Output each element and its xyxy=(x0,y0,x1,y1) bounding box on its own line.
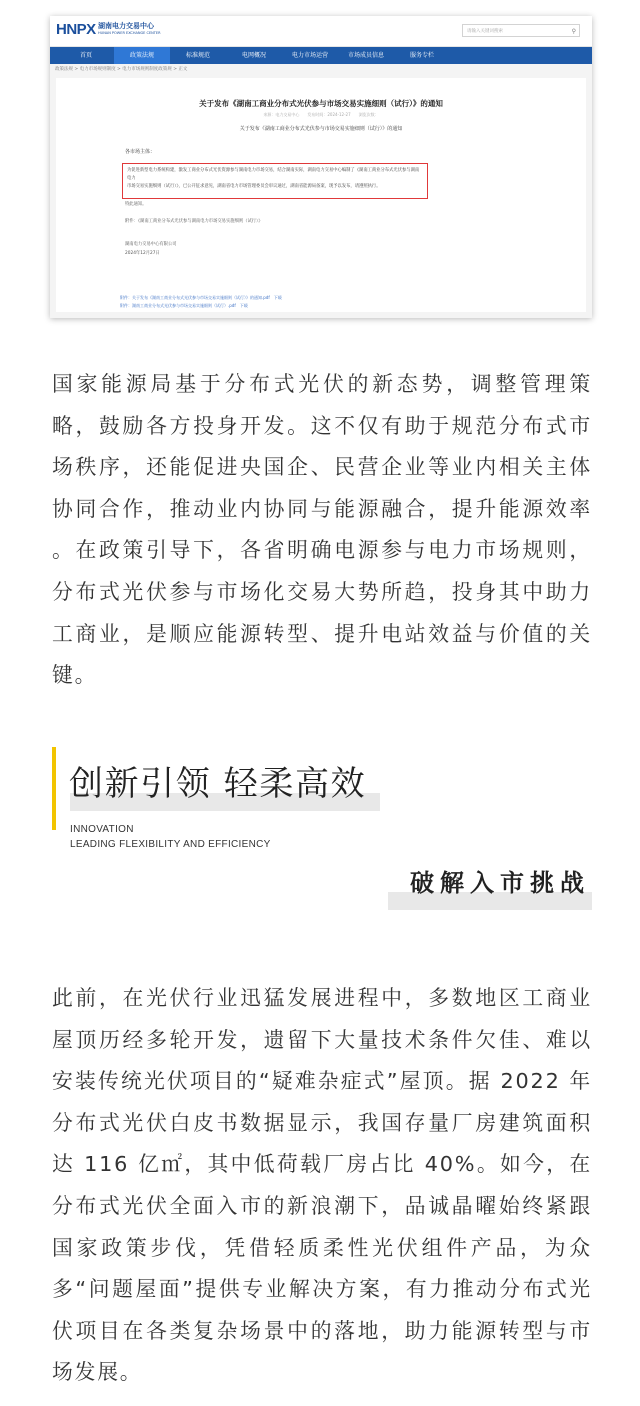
section-accent-bar xyxy=(52,747,56,830)
nav-item-market-ops[interactable]: 电力市场运营 xyxy=(291,52,328,59)
search-placeholder: 请输入关键词搜索 xyxy=(467,29,503,34)
document-greeting: 各市场主体： xyxy=(125,149,156,155)
search-icon[interactable]: ⚲ xyxy=(571,28,576,35)
document-issuer: 湖南电力交易中心有限公司 xyxy=(125,242,177,247)
document-closing: 特此通知。 xyxy=(125,202,147,207)
document-subtitle: 关于发布《湖南工商业分布式光伏参与市场交易实施细则（试行）》的通知 xyxy=(239,126,403,132)
article-paragraph: 国家能源局基于分布式光伏的新态势，调整管理策略，鼓励各方投身开发。这不仅有助于规范分布式市场秩序，还能促进央国企、民营企业等业内相关主体协同合作，推动业内协同与能源融合，提升能源效率 。在政策引导下，各省明确电源参与电力市场规则，分布式光伏参与市场化交易大势所趋，投身其中助力工商业，是顺应能源转型、提升电站效益与价值的关键。 xyxy=(52,372,592,688)
section-english-subtitle xyxy=(70,822,271,852)
site-name-en: HUNAN POWER EXCHANGE CENTER xyxy=(98,31,161,35)
section-english-line: INNOVATION xyxy=(70,824,134,835)
nav-item-policy[interactable]: 政策法规 xyxy=(114,47,170,64)
document-meta: 来源：电力交易中心 发布时间：2024-12-27 浏览次数： xyxy=(263,112,379,117)
nav-item-members[interactable]: 市场成员信息 xyxy=(347,52,384,59)
nav-item-service[interactable]: 服务专栏 xyxy=(409,52,434,59)
nav-item-standards[interactable]: 标准规范 xyxy=(185,52,210,59)
highlighted-passage xyxy=(122,163,428,199)
document-panel xyxy=(56,78,586,312)
embedded-screenshot xyxy=(50,16,592,318)
article-paragraph: 此前，在光伏行业迅猛发展进程中，多数地区工商业屋顶历经多轮开发，遗留下大量技术条件欠佳、难以安装传统光伏项目的“疑难杂症式”屋顶。据 2022 年分布式光伏白皮书数据显示，我国存量厂房建筑面积达 116 亿㎡，其中低荷载厂房占比 40%。如今，在分布式光伏全面入市的新浪潮下，品诚晶曜始终紧跟国家政策步伐，凭借轻质柔性光伏组件产品，为众多“问题屋面”提供专业解决方案，有力推动分布式光伏项目在各类复杂场景中的落地，助力能源转型与市场发展。 xyxy=(52,986,592,1385)
main-nav xyxy=(50,47,592,64)
section-title: 创新引领 轻柔高效 xyxy=(69,764,367,804)
document-line: 市场交易实施细则（试行）》，已公开征求意见，湖南省电力市场管理委员会审议通过，湖南省能源局备案，现予以发布，请遵照执行。 xyxy=(127,184,381,189)
nav-item-grid[interactable]: 电网概况 xyxy=(241,52,266,59)
attachment-link[interactable]: 附件：关于发布《湖南工商业分布式光伏参与市场交易实施细则（试行）》的通知.pdf 下载 xyxy=(120,295,282,300)
document-line: 为促进新型电力系统构建，激发工商业分布式光伏资源参与湖南电力市场交易，结合湖南实际，湖南电力交易中心编制了《湖南工商业分布式光伏参与湖南电力 xyxy=(127,168,420,181)
section-english-line: LEADING FLEXIBILITY AND EFFICIENCY xyxy=(70,839,271,850)
site-name-cn: 湖南电力交易中心 xyxy=(98,22,154,30)
search-input[interactable] xyxy=(462,24,580,37)
nav-item-home[interactable]: 首页 xyxy=(79,52,92,59)
attachment-link[interactable]: 附件：湖南工商业分布式光伏参与市场交易实施细则（试行）.pdf 下载 xyxy=(120,303,248,308)
subheading: 破解入市挑战 xyxy=(410,869,590,897)
document-date: 2024年12月27日 xyxy=(125,251,160,256)
site-header xyxy=(50,16,592,47)
document-title: 关于发布《湖南工商业分布式光伏参与市场交易实施细则（试行）》的通知 xyxy=(199,99,443,108)
site-logo[interactable]: HNPX xyxy=(56,21,96,38)
document-attachment: 附件：《湖南工商业分布式光伏参与湖南电力市场交易实施细则（试行）》 xyxy=(125,219,263,224)
breadcrumb[interactable]: 政策法规 > 电力市场规则制度 > 电力市场规则制度政策规 > 正文 xyxy=(50,64,592,76)
